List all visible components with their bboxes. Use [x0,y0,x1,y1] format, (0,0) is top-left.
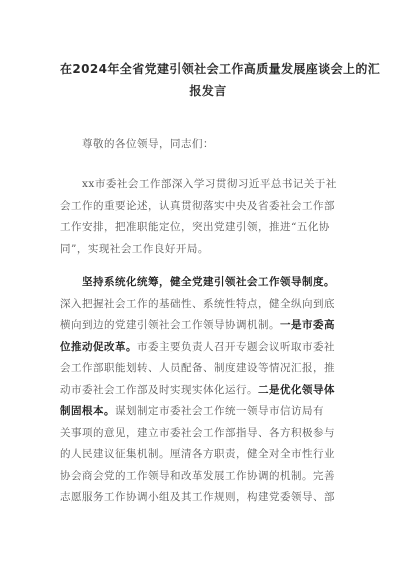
section-1-heading: 坚持系统化统筹，健全党建引领社会工作领导制度。 [82,276,335,288]
point-one-heading: 一是市委高 [280,319,335,331]
intro-line: 同”，实现社会工作良好开局。 [60,242,209,255]
point-two-heading: 二是优化领导体 [258,383,335,396]
section-1-paragraph [60,272,356,509]
body-line [60,315,356,337]
body-line: 深入把握社会工作的基础性、系统性特点，健全纵向到底 [60,297,335,310]
greeting-text: 尊敬的各位领导，同志们： [82,138,214,150]
body-text: 动市委社会工作部及时实现实体化运行。 [60,383,258,396]
intro-line: 会工作的重要论述，认真贯彻落实中央及省委社会工作部 [60,199,335,212]
document-title [60,58,381,102]
intro-line: 工作安排，把准职能定位，突出党建引领，推进“五化协 [60,221,330,233]
body-line [60,380,356,402]
body-text: 市委主要负责人召开专题会议听取市委社 [137,340,335,353]
body-line: 的人民建议征集机制。厘清各方职责，健全对全市性行业 [60,448,335,460]
body-text: 横向到边的党建引领社会工作领导协调机制。 [60,319,280,331]
body-line [60,401,356,423]
point-two-heading-cont: 制固根本。 [60,405,115,417]
intro-line: xx市委社会工作部深入学习贯彻习近平总书记关于社 [82,178,337,190]
body-text: 谋划制定市委社会工作统一领导市信访局有 [115,405,324,417]
greeting-paragraph [60,134,356,156]
body-line: 协会商会党的工作领导和改革发展工作协调的机制。完善 [60,469,335,482]
body-line [60,337,356,359]
title-line-2: 报发言 [189,84,227,98]
body-line: 关事项的意见，建立市委社会工作部指导、各方积极参与 [60,426,335,439]
intro-paragraph [60,174,356,260]
body-line: 志愿服务工作协调小组及其工作规则，构建党委领导、部 [60,491,335,503]
point-one-heading-cont: 位推动促改革。 [60,340,137,353]
title-line-1: 在2024年全省党建引领社会工作高质量发展座谈会上的汇 [60,62,381,76]
body-line: 会工作部职能划转、人员配备、制度建设等情况汇报，推 [60,362,335,374]
